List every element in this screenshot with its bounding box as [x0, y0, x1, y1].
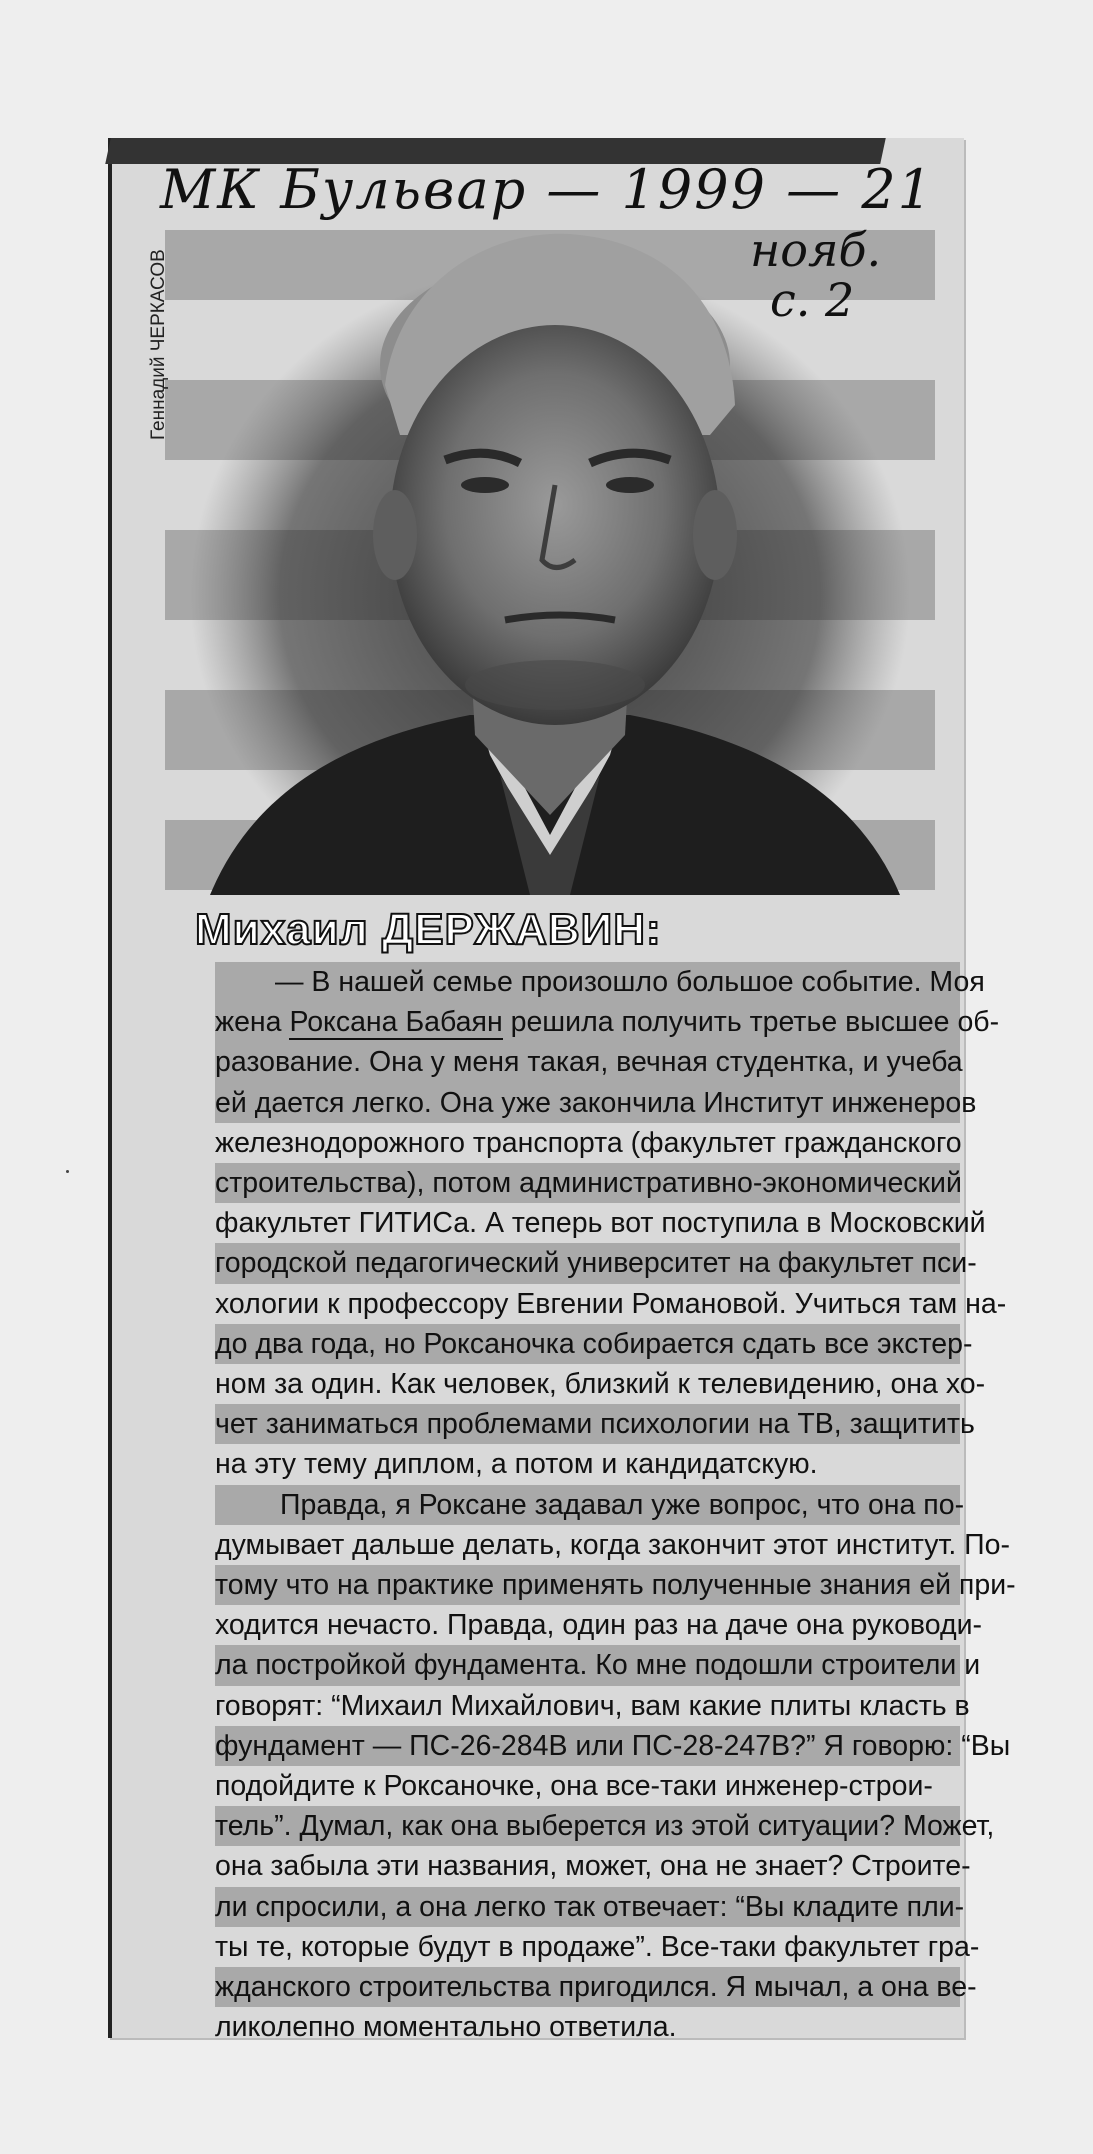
handwritten-source-note — [160, 150, 935, 327]
text-line: ходится нечасто. Правда, один раз на даче она руководи- — [215, 1609, 983, 1642]
text-line: подойдите к Роксаночке, она все-таки инженер-строи- — [215, 1770, 933, 1803]
text-line: хологии к профессору Евгении Романовой. Учиться там на- — [215, 1287, 1007, 1320]
photo-credit: Геннадий ЧЕРКАСОВ — [148, 249, 169, 440]
text-line: жданского строительства пригодился. Я мычал, а она ве- — [215, 1967, 960, 2007]
article-body — [215, 962, 1016, 2047]
handwritten-date-line: нояб. — [750, 223, 882, 277]
text-line: ликолепно моментально ответила. — [215, 2011, 677, 2044]
text-line: думывает дальше делать, когда закончит этот институт. По- — [215, 1528, 1010, 1561]
text-line: ей дается легко. Она уже закончила Институт инженеров — [215, 1083, 960, 1123]
text-line: Правда, я Роксане задавал уже вопрос, что она по- — [215, 1485, 960, 1525]
text-line: ла постройкой фундамента. Ко мне подошли строители и — [215, 1645, 960, 1685]
text-line: городской педагогический университет на факультет пси- — [215, 1243, 960, 1283]
text-line: тому что на практике применять полученные знания ей при- — [215, 1565, 960, 1605]
text-line: чет заниматься проблемами психологии на ТВ, защитить — [215, 1404, 960, 1444]
underlined-name: Роксана Бабаян — [289, 1006, 503, 1039]
text-line: до два года, но Роксаночка собирается сдать все экстер- — [215, 1324, 960, 1364]
text-line: жена Роксана Бабаян решила получить третье высшее об- — [215, 1002, 960, 1042]
text-line: ном за один. Как человек, близкий к телевидению, она хо- — [215, 1368, 986, 1401]
text-line: тель”. Думал, как она выберется из этой ситуации? Может, — [215, 1806, 960, 1846]
text-line: фундамент — ПС-26-284В или ПС-28-247В?” Я говорю: “Вы — [215, 1726, 960, 1766]
text-line: факультет ГИТИСа. А теперь вот поступила в Московский — [215, 1207, 986, 1240]
text-line: на эту тему диплом, а потом и кандидатскую. — [215, 1448, 818, 1481]
handwritten-page-line: с. 2 — [770, 273, 855, 327]
text-line: она забыла эти названия, может, она не знает? Строите- — [215, 1850, 971, 1883]
text-line: говорят: “Михаил Михайлович, вам какие плиты класть в — [215, 1689, 970, 1722]
handwritten-source-line: МК Бульвар — 1999 — 21 — [160, 158, 935, 221]
text-line: — В нашей семье произошло большое событие. Моя — [215, 962, 960, 1002]
text-line: ты те, которые будут в продаже”. Все-таки факультет гра- — [215, 1930, 980, 1963]
text-line: строительства), потом административно-экономический — [215, 1163, 960, 1203]
text-line: ли спросили, а она легко так отвечает: “Вы кладите пли- — [215, 1887, 960, 1927]
article-headline: Михаил ДЕРЖАВИН: — [195, 905, 662, 954]
text-line: разование. Она у меня такая, вечная студентка, и учеба — [215, 1042, 960, 1082]
text-line: железнодорожного транспорта (факультет гражданского — [215, 1126, 962, 1159]
paper-speck — [66, 1170, 69, 1173]
